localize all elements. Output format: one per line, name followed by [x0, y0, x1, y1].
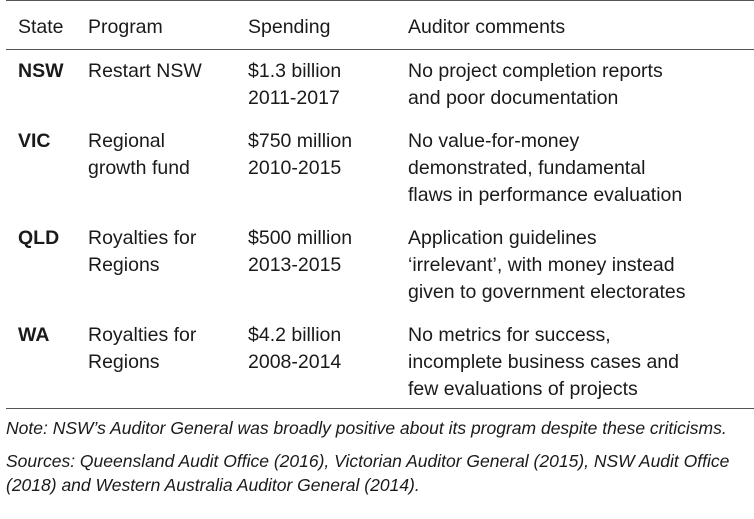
comment-line: No project completion reports	[408, 60, 663, 82]
comments-cell	[408, 119, 754, 216]
comment-line: No metrics for success,	[408, 324, 611, 346]
program-line: Regions	[88, 351, 160, 373]
comment-line: few evaluations of projects	[408, 378, 638, 400]
comments-cell	[408, 216, 754, 313]
header-state: State	[6, 1, 88, 50]
program-line: Royalties for	[88, 227, 197, 249]
spending-cell	[248, 313, 408, 409]
comment-line: incomplete business cases and	[408, 351, 679, 373]
program-line: Restart NSW	[88, 60, 202, 82]
table-row	[6, 216, 754, 313]
comment-line: demonstrated, fundamental	[408, 157, 646, 179]
program-cell	[88, 119, 248, 216]
spending-amount: $500 million	[248, 227, 353, 249]
spending-period: 2013-2015	[248, 254, 342, 276]
program-cell	[88, 216, 248, 313]
comment-line: and poor documentation	[408, 87, 619, 109]
sources-text: Sources: Queensland Audit Office (2016), Victorian Auditor General (2015), NSW Audit Office (2018) and Western Australia Auditor General (2014).	[6, 451, 730, 495]
spending-period: 2010-2015	[248, 157, 342, 179]
spending-amount: $750 million	[248, 130, 353, 152]
spending-amount: $1.3 billion	[248, 60, 342, 82]
state-cell: QLD	[18, 227, 60, 249]
header-row	[6, 1, 754, 50]
note-text: Note: NSW’s Auditor General was broadly positive about its program despite these criticisms.	[6, 418, 727, 438]
program-cell	[88, 50, 248, 120]
program-cell	[88, 313, 248, 409]
comment-line: Application guidelines	[408, 227, 597, 249]
program-line: growth fund	[88, 157, 190, 179]
audit-table	[6, 1, 754, 409]
table-row	[6, 119, 754, 216]
spending-amount: $4.2 billion	[248, 324, 342, 346]
table-footnotes	[6, 416, 754, 497]
spending-period: 2008-2014	[248, 351, 342, 373]
header-program: Program	[88, 1, 248, 50]
comment-line: flaws in performance evaluation	[408, 184, 683, 206]
comment-line: ‘irrelevant’, with money instead	[408, 254, 675, 276]
state-cell: VIC	[18, 130, 51, 152]
spending-cell	[248, 216, 408, 313]
program-line: Regions	[88, 254, 160, 276]
state-cell: NSW	[18, 60, 64, 82]
comments-cell	[408, 50, 754, 120]
state-cell: WA	[6, 313, 88, 409]
table-row	[6, 50, 754, 120]
program-line: Royalties for	[88, 324, 197, 346]
header-auditor-comments: Auditor comments	[408, 1, 754, 50]
spending-period: 2011-2017	[248, 87, 340, 109]
comment-line: given to government electorates	[408, 281, 686, 303]
spending-cell	[248, 119, 408, 216]
spending-cell	[248, 50, 408, 120]
comment-line: No value-for-money	[408, 130, 580, 152]
comments-cell	[408, 313, 754, 409]
table-row	[6, 313, 754, 409]
header-spending: Spending	[248, 1, 408, 50]
program-line: Regional	[88, 130, 165, 152]
